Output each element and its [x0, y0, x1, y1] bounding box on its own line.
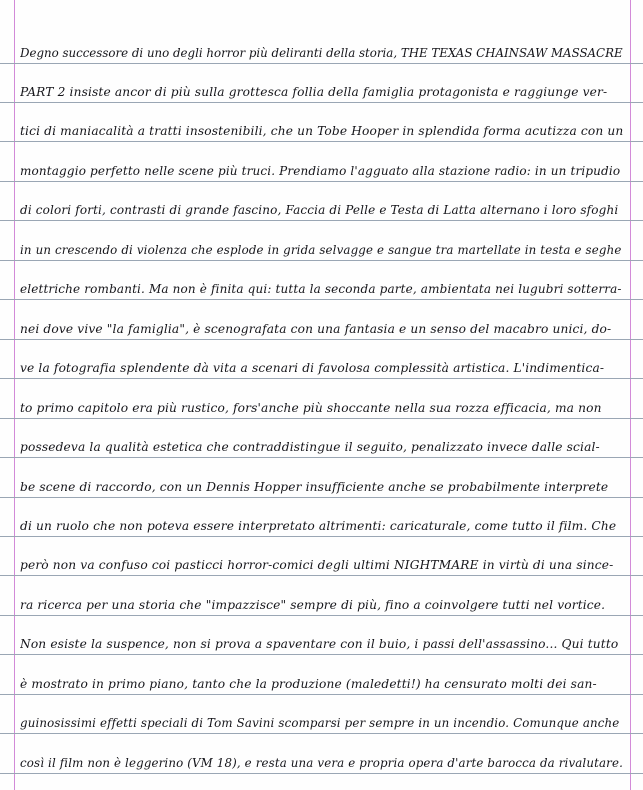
- text-line: ve la fotografia splendente dà vita a scenari di favolosa complessità artistica. L'indimentica-: [20, 361, 605, 375]
- ruled-line: [0, 418, 643, 419]
- ruled-line: [0, 733, 643, 734]
- text-line: montaggio perfetto nelle scene più truci. Prendiamo l'agguato alla stazione radio: in un tripudio: [20, 164, 621, 178]
- text-line: PART 2 insiste ancor di più sulla grottesca follia della famiglia protagonista e raggiunge ver-: [20, 85, 608, 99]
- text-line: di colori forti, contrasti di grande fascino, Faccia di Pelle e Testa di Latta alternano i loro sfoghi: [20, 203, 619, 217]
- text-line: ra ricerca per una storia che "impazzisce" sempre di più, fino a coinvolgere tutti nel vortice.: [20, 598, 606, 612]
- ruled-line: [0, 63, 643, 64]
- left-margin-line: [14, 0, 15, 790]
- ruled-line: [0, 497, 643, 498]
- ruled-line: [0, 378, 643, 379]
- text-line: tici di maniacalità a tratti insostenibili, che un Tobe Hooper in splendida forma acutizza con un: [20, 124, 624, 138]
- ruled-line: [0, 694, 643, 695]
- ruled-line: [0, 615, 643, 616]
- ruled-line: [0, 339, 643, 340]
- ruled-line: [0, 260, 643, 261]
- ruled-line: [0, 299, 643, 300]
- text-line: elettriche rombanti. Ma non è finita qui: tutta la seconda parte, ambientata nei lugubri sotterra-: [20, 282, 622, 296]
- right-margin-line: [630, 0, 631, 790]
- text-line: di un ruolo che non poteva essere interpretato altrimenti: caricaturale, come tutto il film. Che: [20, 519, 617, 533]
- ruled-line: [0, 141, 643, 142]
- text-line: be scene di raccordo, con un Dennis Hopper insufficiente anche se probabilmente interprete: [20, 480, 609, 494]
- text-line: nei dove vive "la famiglia", è scenografata con una fantasia e un senso del macabro unici, do-: [20, 322, 612, 336]
- ruled-line: [0, 457, 643, 458]
- ruled-line: [0, 220, 643, 221]
- text-line: guinosissimi effetti speciali di Tom Savini scomparsi per sempre in un incendio. Comunque anche: [20, 716, 620, 730]
- text-line: così il film non è leggerino (VM 18), e resta una vera e propria opera d'arte barocca da rivalutare.: [20, 756, 624, 770]
- ruled-line: [0, 536, 643, 537]
- text-line: è mostrato in primo piano, tanto che la produzione (maledetti!) ha censurato molti dei san-: [20, 677, 597, 691]
- text-line: to primo capitolo era più rustico, fors'anche più shoccante nella sua rozza efficacia, ma non: [20, 401, 602, 415]
- ruled-line: [0, 181, 643, 182]
- ruled-line: [0, 654, 643, 655]
- text-line: Degno successore di uno degli horror più deliranti della storia, THE TEXAS CHAINSAW MASSACRE: [20, 46, 623, 60]
- ruled-line: [0, 575, 643, 576]
- ruled-line: [0, 102, 643, 103]
- text-line: Non esiste la suspence, non si prova a spaventare con il buio, i passi dell'assassino... Qui tutto: [20, 637, 619, 651]
- text-line: però non va confuso coi pasticci horror-comici degli ultimi NIGHTMARE in virtù di una since-: [20, 558, 614, 572]
- ruled-line: [0, 773, 643, 774]
- text-line: in un crescendo di violenza che esplode in grida selvagge e sangue tra martellate in testa e seghe: [20, 243, 622, 257]
- text-line: possedeva la qualità estetica che contraddistingue il seguito, penalizzato invece dalle scial-: [20, 440, 600, 454]
